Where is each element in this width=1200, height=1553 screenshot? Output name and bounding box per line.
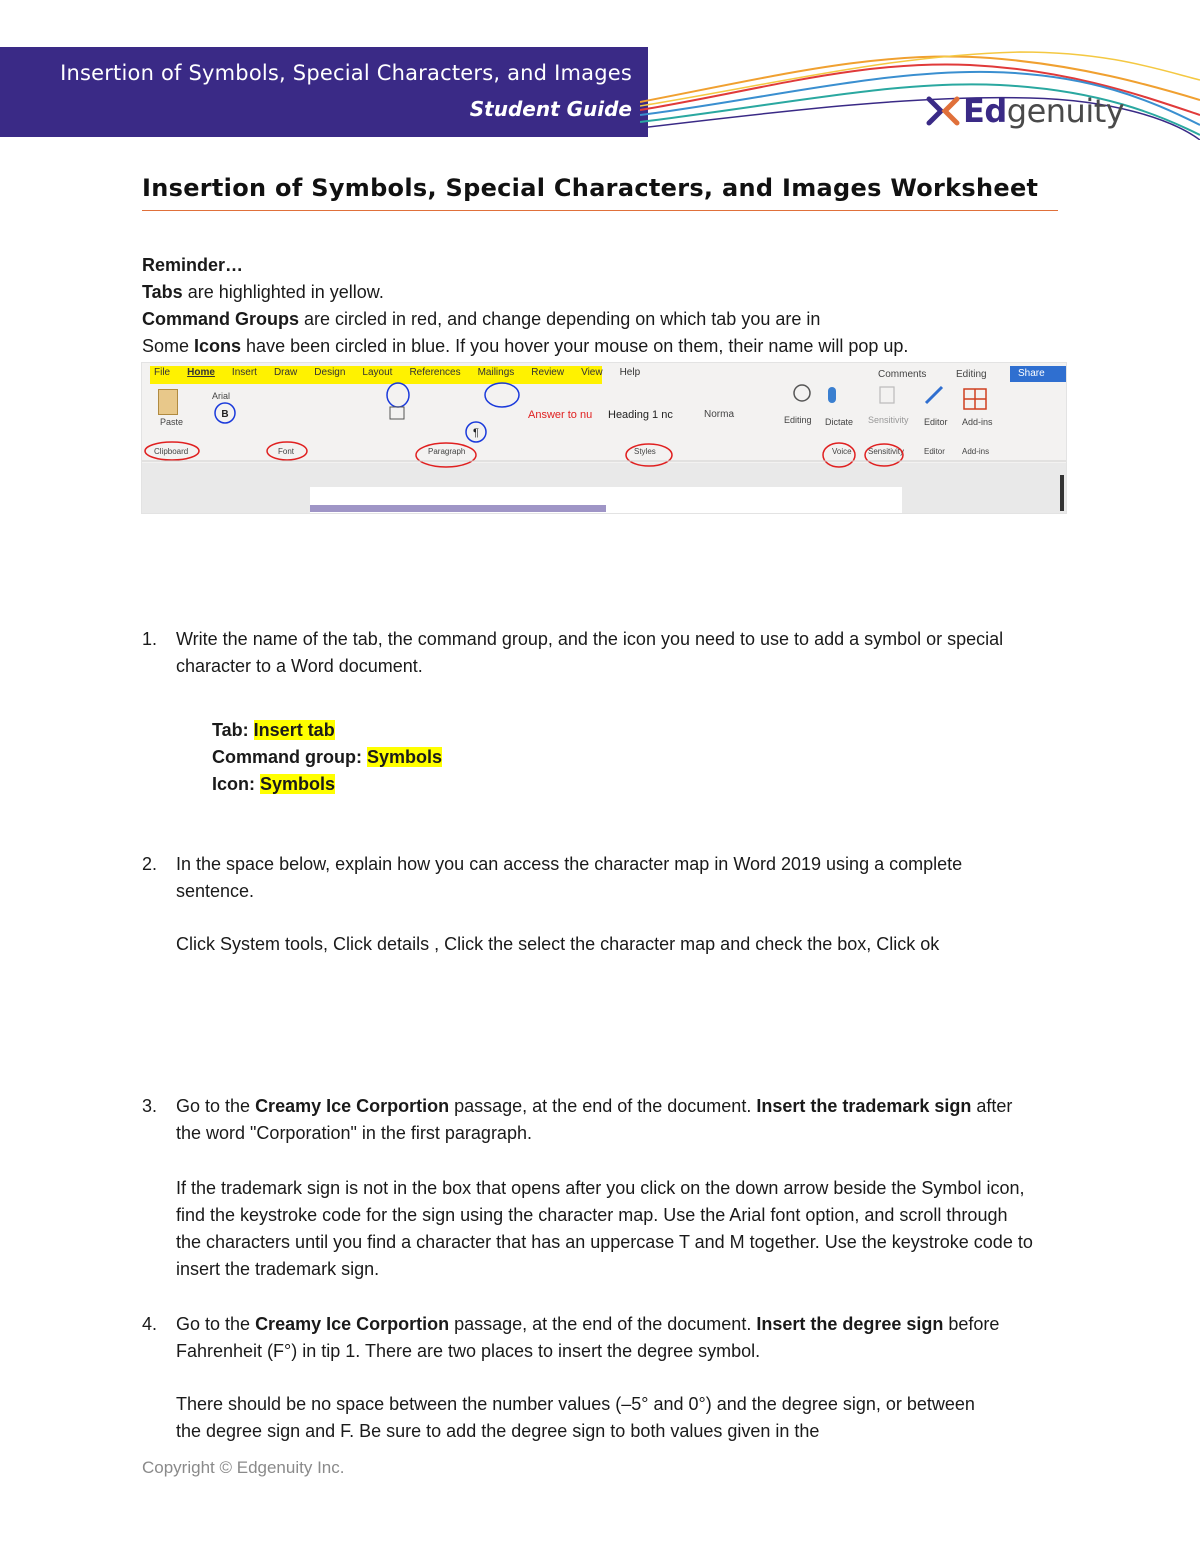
comments-button: Comments [878,369,927,380]
header-subtitle: Student Guide [469,97,632,121]
reminder-heading: Reminder… [142,255,244,275]
paste-label: Paste [160,417,184,427]
q4-text: Go to the Creamy Ice Corportion passage, at the end of the document. Insert the degree sign before Fahrenheit (F°) in tip 1. There are two places to insert the degree symbol. [176,1314,1000,1361]
q4-note: There should be no space between the number values (–5° and 0°) and the degree sign, or between the degree sign and F. Be sure to add the degree sign to both values given in the [176,1394,975,1441]
logo-text: Edgenuity [963,92,1125,130]
style-normal: Norma [704,409,735,420]
group-paragraph: Paragraph [428,447,466,456]
ribbon-tabs: File Home Insert Draw Design Layout References Mailings Review View Help [154,367,641,378]
q3-text: Go to the Creamy Ice Corportion passage, at the end of the document. Insert the trademark sign after the word "Corporation" in the first paragraph. [176,1096,1013,1143]
font-name: Arial [212,391,231,401]
q1-icon-answer: Symbols [260,774,336,794]
ribbon-annotations [142,363,1066,513]
q1-group-answer: Symbols [367,747,443,767]
red-circle-font [267,442,307,460]
q2-text: In the space below, explain how you can access the character map in Word 2019 using a complete sentence. [176,854,963,901]
editing-group-button: Editing [784,415,812,425]
copyright-footer: Copyright © Edgenuity Inc. [142,1458,345,1477]
word-ribbon-screenshot [141,362,1067,514]
style-heading: Heading 1 nc [608,409,673,421]
blue-circle-indent [485,383,519,407]
group-sensitivity: Sensitivity [868,447,905,456]
q3-number: 3. [142,1096,158,1116]
header-banner [0,47,648,137]
header-title: Insertion of Symbols, Special Characters, and Images [60,61,632,85]
q4-number: 4. [142,1314,158,1334]
share-button: Share [1010,366,1066,382]
sensitivity-button: Sensitivity [868,415,909,425]
q1-tab-answer: Insert tab [253,720,335,740]
edgenuity-logo [925,90,1124,132]
style-answer: Answer to nu [528,409,593,421]
group-addins: Add-ins [962,447,990,456]
group-styles: Styles [634,447,656,456]
red-circle-voice [823,443,855,467]
red-circle-sensitivity [865,444,903,466]
q1-text: Write the name of the tab, the command group, and the icon you need to use to add a symbol or special character to a Word document. [176,629,1004,676]
svg-text:¶: ¶ [473,427,479,439]
reminder-block: Reminder… Tabs are highlighted in yellow. Command Groups are circled in red, and change depending on which tab you are in Some Icons have been circled in blue. If you hover your mouse on them, their name will pop up. [142,255,909,356]
red-circle-styles [626,444,672,466]
group-voice: Voice [832,447,852,456]
q2-number: 2. [142,854,158,874]
edgenuity-x-icon [925,93,961,129]
q2-answer[interactable]: Click System tools, Click details , Click the select the character map and check the box, Click ok [176,934,940,954]
addins-button: Add-ins [962,417,993,427]
group-editor: Editor [924,447,945,456]
q1-answers: Tab: Insert tab Command group: Symbols Icon: Symbols [212,720,443,794]
group-clipboard: Clipboard [154,447,189,456]
group-font: Font [278,447,295,456]
editor-button: Editor [924,417,948,427]
blue-circle-list [387,383,409,407]
q3-note: If the trademark sign is not in the box that opens after you click on the down arrow beside the Symbol icon, find the keystroke code for the sign using the character map. Use the Arial font option, and scroll through the characters until you find a character that has an uppercase T and M together. Use the keystroke code to insert the trademark sign. [176,1178,1033,1279]
svg-text:B: B [221,409,229,420]
red-circle-paragraph [416,443,476,467]
q1-number: 1. [142,629,158,649]
worksheet-title: Insertion of Symbols, Special Characters, and Images Worksheet [142,174,1058,211]
dictate-button: Dictate [825,417,854,427]
editing-mode-button: Editing [956,369,987,380]
red-circle-clipboard [145,442,199,460]
